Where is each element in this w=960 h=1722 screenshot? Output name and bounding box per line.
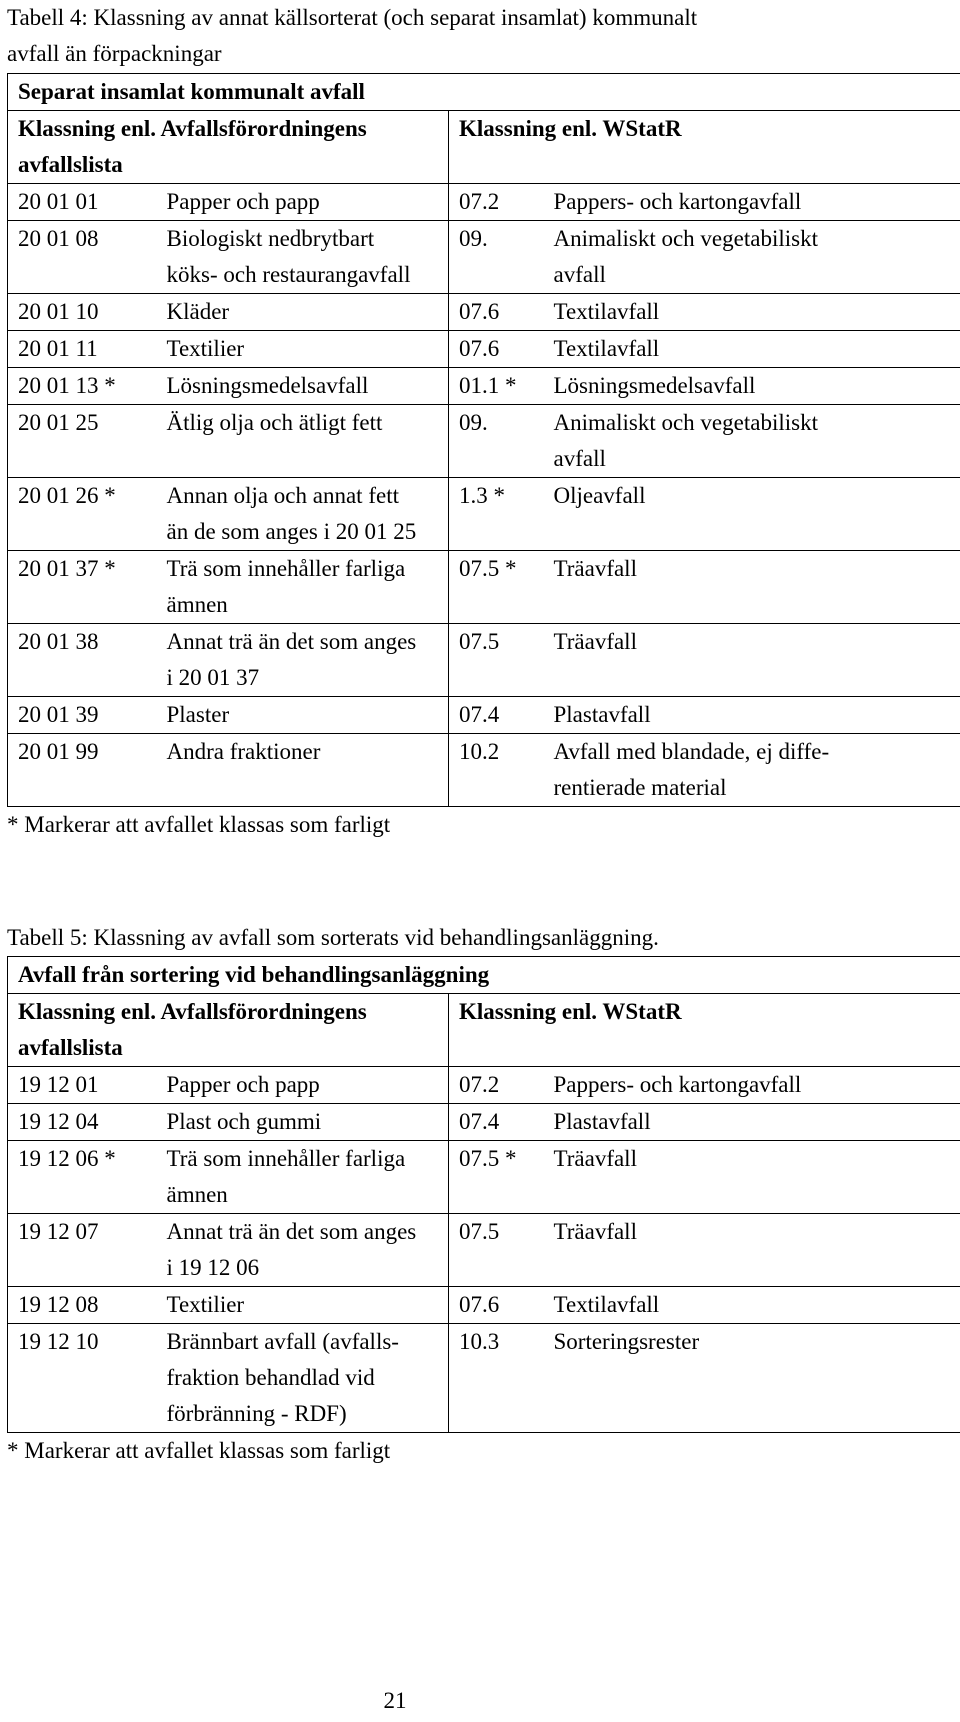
waste-description-line: fraktion behandlad vid: [166, 1365, 375, 1390]
waste-description: [157, 368, 449, 405]
wstatr-description-line: Pappers- och kartongavfall: [553, 189, 802, 214]
wstatr-description-line: avfall: [553, 262, 606, 287]
table5-body: [8, 1067, 960, 1433]
wstatr-code: 10.3: [449, 1324, 544, 1433]
waste-description: [157, 551, 449, 624]
waste-description-line: Andra fraktioner: [166, 739, 321, 764]
wstatr-description: [544, 734, 960, 807]
waste-description-line: Papper och papp: [166, 189, 320, 214]
table-row: [8, 478, 960, 551]
table5-col-left-header: [8, 994, 449, 1067]
wstatr-code: 07.4: [449, 1104, 544, 1141]
table-row: [8, 1067, 960, 1104]
waste-description: [157, 624, 449, 697]
table-row: [8, 734, 960, 807]
waste-description-line: förbränning - RDF): [166, 1401, 347, 1426]
waste-code: 20 01 11: [8, 331, 157, 368]
waste-description: [157, 734, 449, 807]
table4-col-left-l1: Klassning enl. Avfallsförordningens: [18, 116, 367, 141]
table4-header: [8, 74, 960, 184]
wstatr-description: [544, 368, 960, 405]
wstatr-code: 07.6: [449, 331, 544, 368]
wstatr-code: 07.6: [449, 1287, 544, 1324]
waste-code: 20 01 13 *: [8, 368, 157, 405]
wstatr-code: 07.4: [449, 697, 544, 734]
waste-code: 20 01 99: [8, 734, 157, 807]
wstatr-description: [544, 1287, 960, 1324]
waste-code: 20 01 10: [8, 294, 157, 331]
waste-description-line: Trä som innehåller farliga: [166, 556, 406, 581]
waste-description-line: Trä som innehåller farliga: [166, 1146, 406, 1171]
waste-description: [157, 1324, 449, 1433]
wstatr-code: 1.3 *: [449, 478, 544, 551]
waste-code: 20 01 37 *: [8, 551, 157, 624]
wstatr-code: 10.2: [449, 734, 544, 807]
waste-description-line: än de som anges i 20 01 25: [166, 519, 417, 544]
waste-description: [157, 331, 449, 368]
wstatr-code: 07.5: [449, 624, 544, 697]
wstatr-description-line: Pappers- och kartongavfall: [553, 1072, 802, 1097]
wstatr-description-line: Textilavfall: [553, 1292, 660, 1317]
table5-col-left-l2: avfallslista: [18, 1035, 123, 1060]
waste-code: 19 12 01: [8, 1067, 157, 1104]
waste-code: 19 12 10: [8, 1324, 157, 1433]
waste-description-line: i 20 01 37: [166, 665, 260, 690]
table-row: [8, 184, 960, 221]
waste-description: [157, 697, 449, 734]
waste-code: 20 01 38: [8, 624, 157, 697]
table-row: [8, 1214, 960, 1287]
table-row: [8, 624, 960, 697]
wstatr-description: [544, 1067, 960, 1104]
table-row: [8, 405, 960, 478]
wstatr-description-line: Oljeavfall: [553, 483, 646, 508]
wstatr-description: [544, 1141, 960, 1214]
wstatr-code: 07.2: [449, 1067, 544, 1104]
table4-caption-line1: Tabell 4: Klassning av annat källsorterat (och separat insamlat) kommunalt: [7, 5, 698, 30]
page-number: 21: [383, 1688, 407, 1713]
waste-description: [157, 221, 449, 294]
wstatr-description-line: Plastavfall: [553, 1109, 651, 1134]
table5-header: [8, 957, 960, 1067]
table-row: [8, 1324, 960, 1433]
wstatr-description: [544, 221, 960, 294]
wstatr-description: [544, 478, 960, 551]
waste-description: [157, 1067, 449, 1104]
table-row: [8, 551, 960, 624]
table-row: [8, 1141, 960, 1214]
wstatr-code: 09.: [449, 221, 544, 294]
table4-section-title: Separat insamlat kommunalt avfall: [8, 74, 960, 111]
waste-description-line: ämnen: [166, 592, 228, 617]
table-row: [8, 294, 960, 331]
table4-col-left-l2: avfallslista: [18, 152, 123, 177]
table4-caption: [7, 0, 947, 72]
wstatr-code: 01.1 *: [449, 368, 544, 405]
table4-body: [8, 184, 960, 807]
wstatr-description-line: Animaliskt och vegetabiliskt: [553, 410, 818, 435]
wstatr-code: 07.5 *: [449, 551, 544, 624]
waste-description: [157, 184, 449, 221]
table4: [7, 73, 960, 807]
waste-description-line: Annat trä än det som anges: [166, 629, 417, 654]
wstatr-code: 07.5 *: [449, 1141, 544, 1214]
waste-description-line: Textilier: [166, 336, 245, 361]
table4-col-right-header: Klassning enl. WStatR: [449, 111, 960, 184]
waste-code: 19 12 04: [8, 1104, 157, 1141]
table4-caption-line2: avfall än förpackningar: [7, 41, 222, 66]
waste-code: 19 12 07: [8, 1214, 157, 1287]
table5-note: * Markerar att avfallet klassas som farligt: [7, 1438, 391, 1463]
wstatr-description: [544, 294, 960, 331]
wstatr-description: [544, 1324, 960, 1433]
wstatr-code: 07.2: [449, 184, 544, 221]
table5-caption: Tabell 5: Klassning av avfall som sorterats vid behandlingsanläggning.: [7, 925, 659, 950]
wstatr-description: [544, 551, 960, 624]
table-row: [8, 1287, 960, 1324]
wstatr-description: [544, 1214, 960, 1287]
wstatr-description-line: Textilavfall: [553, 299, 660, 324]
wstatr-description-line: Plastavfall: [553, 702, 651, 727]
wstatr-description-line: Avfall med blandade, ej diffe-: [553, 739, 830, 764]
wstatr-description-line: Träavfall: [553, 629, 637, 654]
table-row: [8, 697, 960, 734]
waste-description: [157, 1104, 449, 1141]
wstatr-description-line: rentierade material: [553, 775, 727, 800]
waste-description-line: Plaster: [166, 702, 230, 727]
waste-description-line: Annan olja och annat fett: [166, 483, 399, 508]
waste-description-line: Ätlig olja och ätligt fett: [166, 410, 383, 435]
wstatr-description-line: Lösningsmedelsavfall: [553, 373, 756, 398]
table5-col-left-l1: Klassning enl. Avfallsförordningens: [18, 999, 367, 1024]
waste-code: 20 01 25: [8, 405, 157, 478]
wstatr-code: 09.: [449, 405, 544, 478]
table-row: [8, 368, 960, 405]
waste-description-line: köks- och restaurangavfall: [166, 262, 411, 287]
waste-description: [157, 1214, 449, 1287]
waste-code: 19 12 06 *: [8, 1141, 157, 1214]
table5: [7, 956, 960, 1433]
wstatr-description-line: Animaliskt och vegetabiliskt: [553, 226, 818, 251]
waste-code: 20 01 01: [8, 184, 157, 221]
wstatr-description: [544, 1104, 960, 1141]
waste-description-line: ämnen: [166, 1182, 228, 1207]
table-row: [8, 221, 960, 294]
wstatr-description-line: Träavfall: [553, 1146, 637, 1171]
wstatr-code: 07.6: [449, 294, 544, 331]
waste-description-line: Plast och gummi: [166, 1109, 322, 1134]
wstatr-description: [544, 624, 960, 697]
waste-description-line: Papper och papp: [166, 1072, 320, 1097]
wstatr-description: [544, 697, 960, 734]
wstatr-description: [544, 331, 960, 368]
table-row: [8, 331, 960, 368]
waste-description: [157, 1287, 449, 1324]
waste-description: [157, 1141, 449, 1214]
wstatr-description-line: Sorteringsrester: [553, 1329, 700, 1354]
wstatr-description-line: Träavfall: [553, 556, 637, 581]
waste-description-line: Annat trä än det som anges: [166, 1219, 417, 1244]
waste-description-line: Lösningsmedelsavfall: [166, 373, 369, 398]
waste-code: 20 01 26 *: [8, 478, 157, 551]
waste-code: 19 12 08: [8, 1287, 157, 1324]
table5-col-right-header: Klassning enl. WStatR: [449, 994, 960, 1067]
waste-description: [157, 405, 449, 478]
waste-description-line: Biologiskt nedbrytbart: [166, 226, 375, 251]
waste-description-line: Kläder: [166, 299, 230, 324]
waste-description-line: Brännbart avfall (avfalls-: [166, 1329, 399, 1354]
waste-code: 20 01 39: [8, 697, 157, 734]
waste-description-line: i 19 12 06: [166, 1255, 260, 1280]
wstatr-description: [544, 405, 960, 478]
wstatr-description-line: Träavfall: [553, 1219, 637, 1244]
table4-note: * Markerar att avfallet klassas som farligt: [7, 812, 391, 837]
waste-description: [157, 294, 449, 331]
wstatr-code: 07.5: [449, 1214, 544, 1287]
table-row: [8, 1104, 960, 1141]
wstatr-description-line: Textilavfall: [553, 336, 660, 361]
waste-code: 20 01 08: [8, 221, 157, 294]
table4-col-left-header: [8, 111, 449, 184]
wstatr-description: [544, 184, 960, 221]
waste-description-line: Textilier: [166, 1292, 245, 1317]
table5-section-title: Avfall från sortering vid behandlingsanläggning: [8, 957, 960, 994]
waste-description: [157, 478, 449, 551]
wstatr-description-line: avfall: [553, 446, 606, 471]
